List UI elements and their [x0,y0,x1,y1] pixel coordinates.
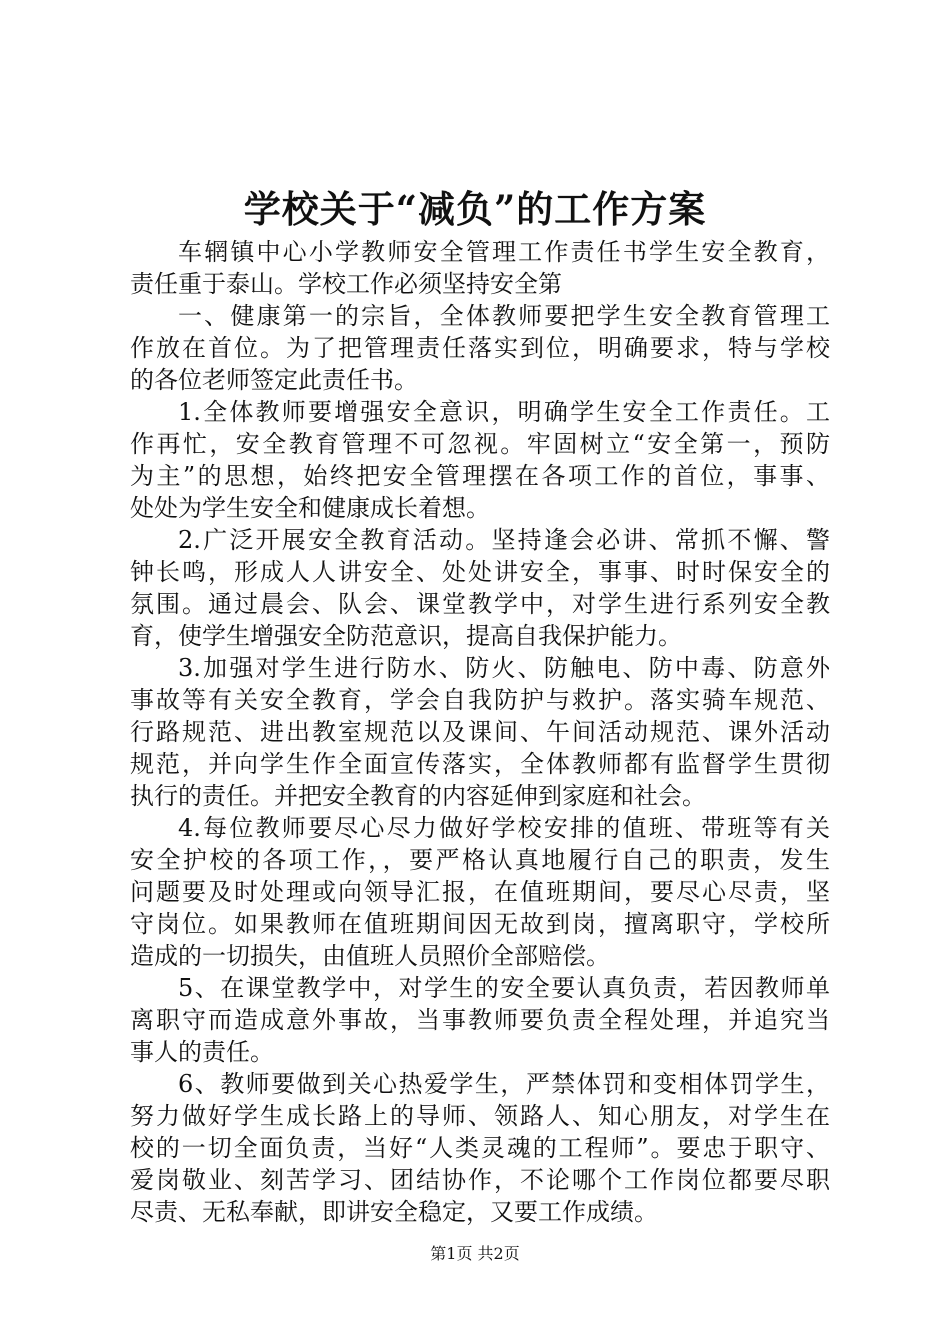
document-body [130,236,830,1228]
text-line: 规范，并向学生作全面宣传落实，全体教师都有监督学生贯彻 [130,750,830,778]
text-line: 事故等有关安全教育，学会自我防护与救护。落实骑车规范、 [130,686,830,714]
text-line: 尽责、无私奉献，即讲安全稳定，又要工作成绩。 [130,1198,658,1226]
text-line: 责任重于泰山。学校工作必须坚持安全第 [130,270,562,298]
text-line: 离职守而造成意外事故，当事教师要负责全程处理，并追究当 [130,1006,830,1034]
text-line: 作放在首位。为了把管理责任落实到位，明确要求，特与学校 [130,334,830,362]
paragraph [130,972,830,1068]
paragraph [130,652,830,812]
paragraph [130,300,830,396]
paragraph [130,396,830,524]
paragraph [130,1068,830,1228]
page-footer: 第1页 共2页 [430,1244,520,1263]
text-line: 问题要及时处理或向领导汇报，在值班期间，要尽心尽责，坚 [130,878,830,906]
text-line: 处处为学生安全和健康成长着想。 [130,494,490,522]
text-line: 5、在课堂教学中，对学生的安全要认真负责，若因教师单 [178,974,830,1002]
text-line: 氛围。通过晨会、队会、课堂教学中，对学生进行系列安全教 [130,590,830,618]
document-title: 学校关于“减负”的工作方案 [243,187,707,231]
text-line: 校的一切全面负责，当好“人类灵魂的工程师”。要忠于职守、 [130,1134,830,1162]
text-line: 1.全体教师要增强安全意识，明确学生安全工作责任。工 [178,398,830,426]
text-line: 育，使学生增强安全防范意识，提高自我保护能力。 [130,622,682,650]
paragraph [130,236,830,300]
text-line: 事人的责任。 [130,1038,274,1066]
paragraph [130,524,830,652]
paragraph [130,812,830,972]
text-line: 6、教师要做到关心热爱学生，严禁体罚和变相体罚学生， [178,1070,830,1098]
text-line: 一、健康第一的宗旨，全体教师要把学生安全教育管理工 [178,302,830,330]
text-line: 行路规范、进出教室规范以及课间、午间活动规范、课外活动 [130,718,830,746]
text-line: 车辋镇中心小学教师安全管理工作责任书学生安全教育， [178,238,830,266]
text-line: 安全护校的各项工作，，要严格认真地履行自己的职责，发生 [130,846,830,874]
text-line: 爱岗敬业、刻苦学习、团结协作，不论哪个工作岗位都要尽职 [130,1166,830,1194]
text-line: 造成的一切损失，由值班人员照价全部赔偿。 [130,942,610,970]
text-line: 的各位老师签定此责任书。 [130,366,418,394]
text-line: 守岗位。如果教师在值班期间因无故到岗，擅离职守，学校所 [130,910,830,938]
text-line: 钟长鸣，形成人人讲安全、处处讲安全，事事、时时保安全的 [130,558,830,586]
text-line: 为主”的思想，始终把安全管理摆在各项工作的首位，事事、 [130,462,830,490]
text-line: 2.广泛开展安全教育活动。坚持逢会必讲、常抓不懈、警 [178,526,830,554]
text-line: 4.每位教师要尽心尽力做好学校安排的值班、带班等有关 [178,814,830,842]
text-line: 执行的责任。并把安全教育的内容延伸到家庭和社会。 [130,782,706,810]
text-line: 努力做好学生成长路上的导师、领路人、知心朋友，对学生在 [130,1102,830,1130]
text-line: 3.加强对学生进行防水、防火、防触电、防中毒、防意外 [178,654,830,682]
text-line: 作再忙，安全教育管理不可忽视。牢固树立“安全第一，预防 [130,430,830,458]
